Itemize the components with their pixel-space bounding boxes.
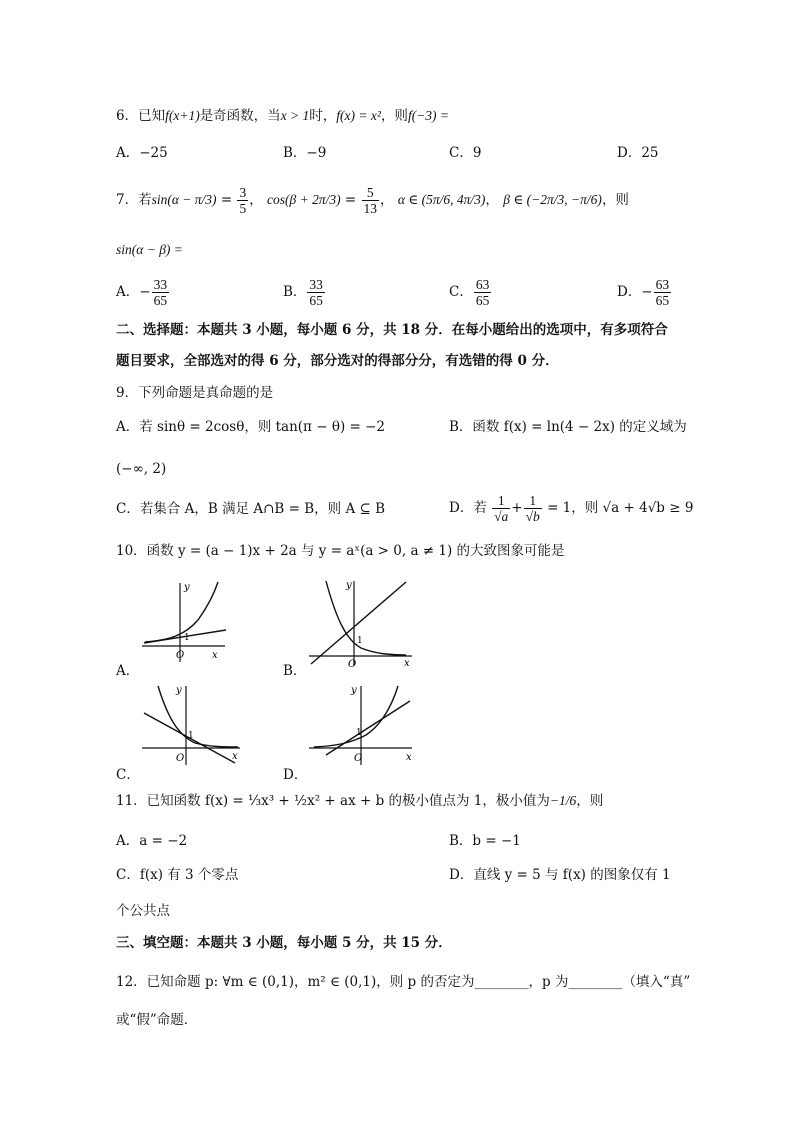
- section-2-line-1: 二、选择题：本题共 3 小题，每小题 6 分，共 18 分．在每小题给出的选项中，有多项符合: [116, 322, 668, 338]
- graph-d-y-label: y: [351, 685, 357, 696]
- q6-text-c: 时，: [309, 108, 337, 124]
- q7-option-b-num: 33: [309, 277, 323, 292]
- q10-graph-c[interactable]: [140, 683, 245, 768]
- graph-c-one: 1: [188, 731, 194, 741]
- q7-option-b[interactable]: [283, 277, 326, 308]
- q10-graph-a[interactable]: [140, 580, 230, 665]
- q6-option-a[interactable]: A．−25: [116, 145, 168, 161]
- q7-option-a[interactable]: [116, 277, 170, 308]
- q9-frac-b-num: 1: [524, 493, 542, 509]
- q7-frac-2-den: 13: [363, 201, 378, 216]
- q9-option-c[interactable]: C．若集合 A，B 满足 A∩B = B，则 A ⊆ B: [116, 501, 386, 517]
- graph-a-y-label: y: [184, 582, 190, 593]
- graph-a-x-label: x: [212, 650, 218, 661]
- q7-option-c-label: C．: [449, 284, 473, 300]
- graph-b-line: [311, 582, 406, 664]
- q7-frac-2: [362, 185, 380, 216]
- q7-option-d-frac: [654, 277, 672, 308]
- q11-option-d[interactable]: D．直线 y = 5 与 f(x) 的图象仅有 1: [449, 867, 671, 883]
- section-3-title: 三、填空题：本题共 3 小题，每小题 5 分，共 15 分．: [116, 935, 452, 951]
- q6-text-a: 6．已知: [116, 108, 166, 124]
- q10-option-b-label[interactable]: B．: [283, 663, 307, 679]
- graph-d-one: 1: [356, 728, 362, 738]
- q7-option-d-sign: −: [641, 284, 653, 300]
- q10-graph-b[interactable]: [306, 578, 416, 668]
- q6-stem: [116, 106, 449, 126]
- q7-option-c-frac: [474, 277, 492, 308]
- graph-a-one: 1: [184, 633, 190, 643]
- q6-text-d: ，则: [380, 108, 408, 124]
- q6-expr-2: f(x) = x²: [336, 108, 381, 123]
- q9-option-d-pre: D．若: [449, 500, 487, 516]
- graph-c-exp-curve: [158, 686, 238, 747]
- q7-sin-expr: sin(α − π/3): [151, 192, 217, 207]
- q7-stem: 7．若sin(α − π/3) = $\frac{3}{5}$ ， cos(β + 2π/3) = $\frac{5}{13}$ ， α ∈ (5π/6, 4π/3)， β ∈ (−2π/3, −π/6)，则: [116, 185, 629, 216]
- q11-min-value: −1/6: [549, 793, 577, 808]
- q11-option-c[interactable]: C．f(x) 有 3 个零点: [116, 867, 239, 883]
- graph-b-origin: O: [348, 659, 357, 668]
- q7-then: ，则: [601, 192, 629, 208]
- q9-frac-a-num: 1: [492, 493, 510, 509]
- graph-b-y-label: y: [346, 580, 352, 591]
- q7-option-a-den: 65: [153, 293, 168, 308]
- q7-option-c-den: 65: [475, 293, 490, 308]
- graph-a-origin: O: [176, 650, 185, 661]
- q9-option-d-frac-a: [492, 493, 510, 524]
- q7-alpha-range: α ∈ (5π/6, 4π/3): [397, 192, 486, 207]
- q7-option-d[interactable]: [617, 277, 672, 308]
- q7-option-b-frac: [307, 277, 325, 308]
- q7-frac-1: [237, 185, 248, 216]
- q11-option-b[interactable]: B．b = −1: [449, 833, 521, 849]
- q9-frac-a-den: √a: [494, 509, 509, 524]
- q12-line-2: 或“假”命题．: [116, 1012, 198, 1028]
- q7-option-d-num: 63: [655, 277, 670, 292]
- q7-frac-2-num: 5: [362, 185, 380, 201]
- q7-option-a-frac: [152, 277, 170, 308]
- q7-option-a-label: A．: [116, 284, 140, 300]
- q6-expr-3: f(−3) =: [407, 108, 450, 123]
- graph-d-x-label: x: [406, 752, 412, 763]
- q7-beta-range: β ∈ (−2π/3, −π/6): [503, 192, 602, 207]
- graph-b-one: 1: [357, 636, 363, 646]
- q7-prefix: 7．若: [116, 192, 152, 208]
- q7-ask-expr: sin(α − β) =: [116, 242, 183, 257]
- q7-option-c-num: 63: [475, 277, 490, 292]
- graph-c-origin: O: [176, 753, 185, 764]
- q7-option-d-label: D．: [617, 284, 642, 300]
- q7-option-b-den: 65: [309, 293, 323, 308]
- q9-option-b[interactable]: B．函数 f(x) = ln(4 − 2x) 的定义域为: [449, 419, 687, 435]
- q9-option-d[interactable]: D．若 $\frac{1}{√a}$ + $\frac{1}{√b}$ = 1，则 √a + 4√b ≥ 9: [449, 493, 694, 524]
- q6-option-d[interactable]: D．25: [617, 145, 659, 161]
- q11-stem-pre: 11．已知函数 f(x) = ⅓x³ + ½x² + ax + b 的极小值点为 1，极小值为: [116, 793, 550, 809]
- q6-option-c[interactable]: C．9: [449, 145, 482, 161]
- graph-c-x-label: x: [232, 751, 238, 762]
- q9-option-d-post: = 1，则 √a + 4√b ≥ 9: [547, 500, 694, 516]
- q6-condition: x > 1: [280, 108, 310, 123]
- q6-expr-1: f(x+1): [165, 108, 200, 123]
- graph-d-origin: O: [354, 753, 363, 764]
- q11-stem-post: ，则: [576, 793, 604, 809]
- q7-cos-expr: cos(β + 2π/3): [267, 192, 341, 207]
- q9-stem: 9．下列命题是真命题的是: [116, 385, 274, 401]
- q7-option-b-label: B．: [283, 284, 307, 300]
- q9-frac-b-den: √b: [525, 509, 540, 524]
- q7-frac-1-den: 5: [239, 201, 247, 216]
- q7-option-d-den: 65: [655, 293, 670, 308]
- q11-option-d-cont: 个公共点: [116, 903, 170, 919]
- q10-graph-d[interactable]: [306, 683, 416, 768]
- q9-option-b-cont: (−∞, 2): [116, 461, 167, 477]
- q10-stem: 10．函数 y = (a − 1)x + 2a 与 y = aˣ(a > 0, a ≠ 1) 的大致图象可能是: [116, 543, 565, 559]
- q11-option-a[interactable]: A．a = −2: [116, 833, 188, 849]
- q7-frac-1-num: 3: [239, 185, 247, 200]
- graph-b-x-label: x: [404, 658, 410, 668]
- q9-option-a[interactable]: A．若 sinθ = 2cosθ，则 tan(π − θ) = −2: [116, 419, 386, 435]
- q7-ask: [116, 240, 183, 260]
- q6-option-b[interactable]: B．−9: [283, 145, 327, 161]
- q11-stem: [116, 791, 603, 811]
- q7-option-a-sign: −: [139, 284, 151, 300]
- q10-option-d-label[interactable]: D．: [283, 767, 308, 783]
- graph-c-y-label: y: [176, 685, 182, 696]
- q9-option-d-frac-b: [524, 493, 542, 524]
- q7-option-a-num: 33: [153, 277, 168, 292]
- q10-option-a-label[interactable]: A．: [116, 663, 140, 679]
- q12-line-1: 12．已知命题 p: ∀m ∈ (0,1)，m² ∈ (0,1)，则 p 的否定为________，p 为________（填入“真”: [116, 974, 691, 990]
- q10-option-c-label[interactable]: C．: [116, 767, 140, 783]
- graph-d-line: [326, 701, 410, 755]
- section-2-line-2: 题目要求，全部选对的得 6 分，部分选对的得部分分，有选错的得 0 分．: [116, 353, 559, 369]
- q6-text-b: 是奇函数，当: [199, 108, 281, 124]
- q7-option-c[interactable]: [449, 277, 492, 308]
